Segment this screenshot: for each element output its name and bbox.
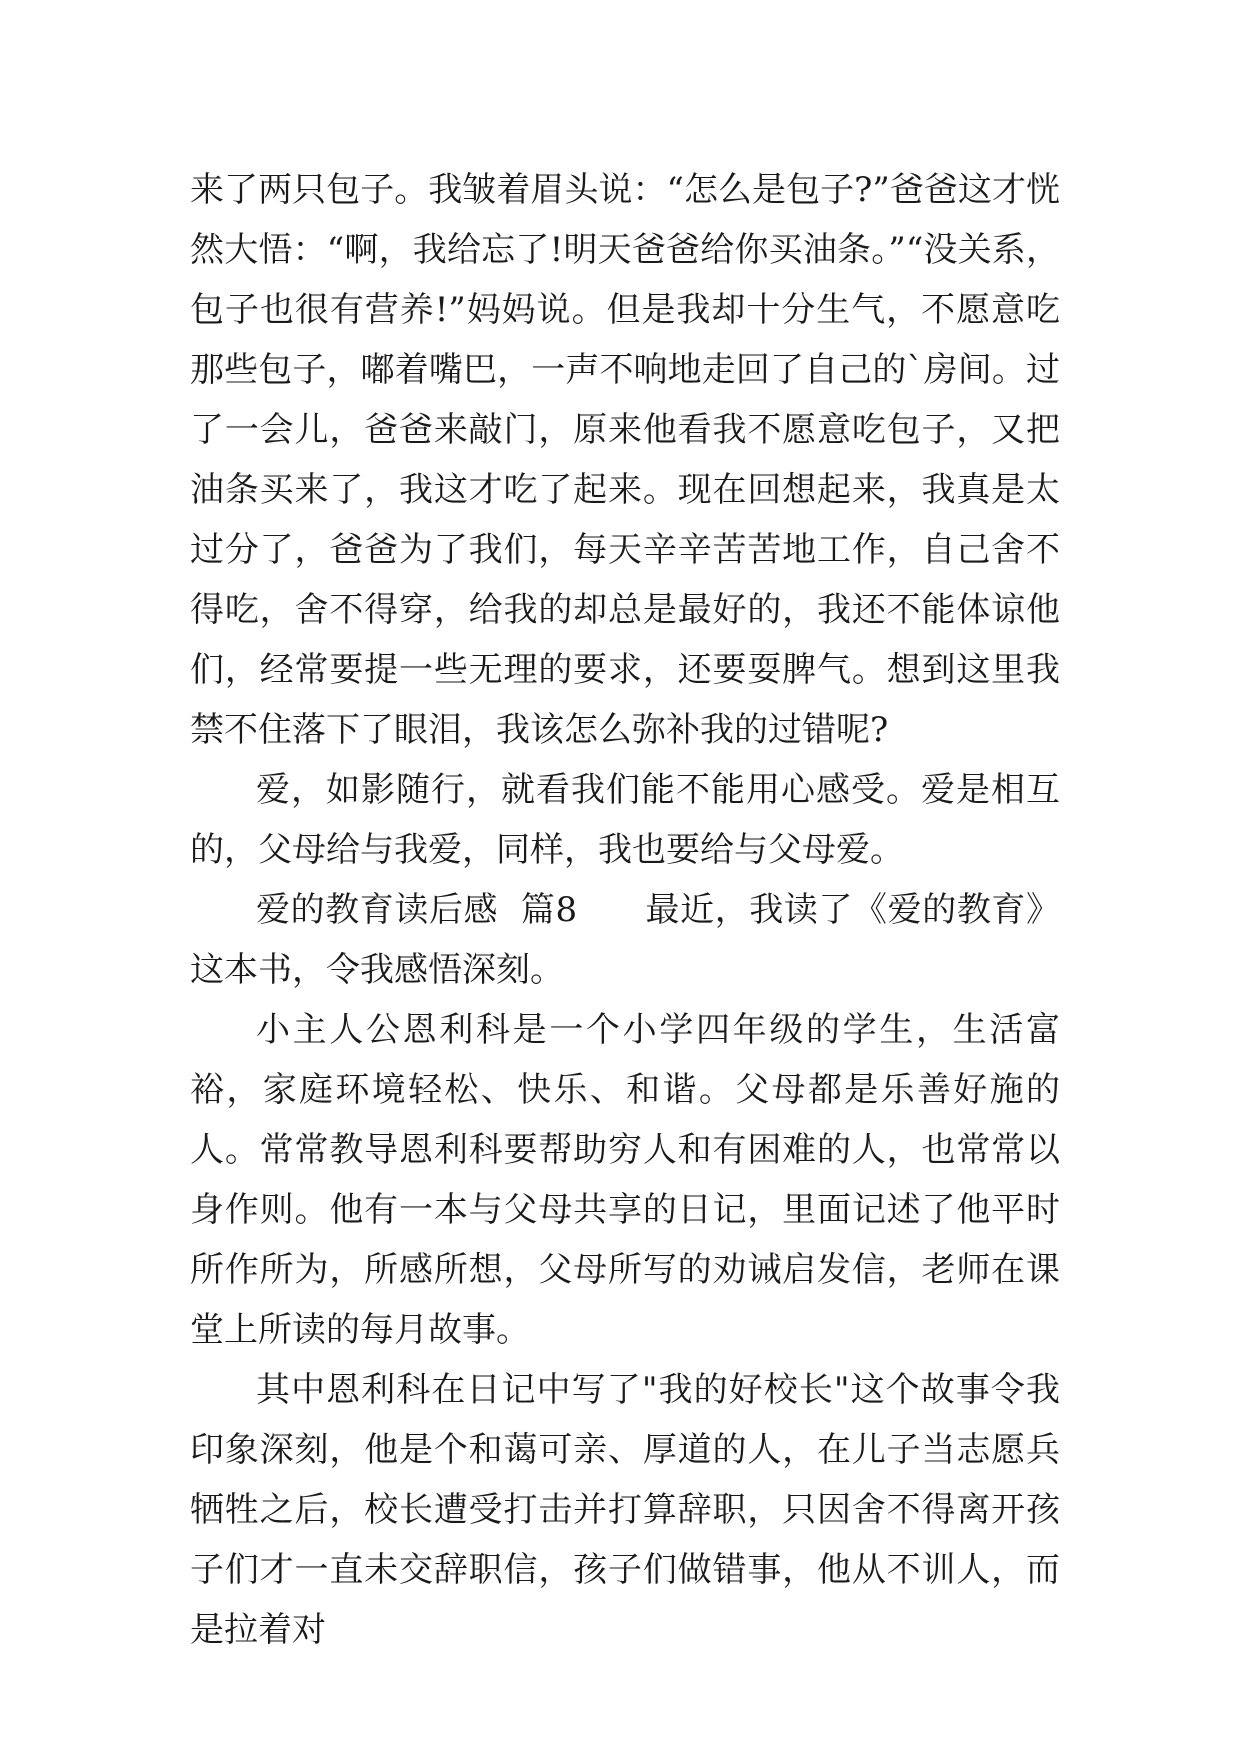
paragraph-1-text: 来了两只包子。我皱着眉头说：“怎么是包子?”爸爸这才恍然大悟：“啊，我给忘了!明天爸爸给你买油条。”“没关系，包子也很有营养!”妈妈说。但是我却十分生气，不愿意吃那些包子，嘟着嘴巴，一声不响地走回了自己的`房间。过了一会儿，爸爸来敲门，原来他看我不愿意吃包子，又把油条买来了，我这才吃了起来。现在回想起来，我真是太过分了，爸爸为了我们，每天辛辛苦苦地工作，自己舍不得吃，舍不得穿，给我的却总是最好的，我还不能体谅他们，经常要提一些无理的要求，还要耍脾气。想到这里我禁不住落下了眼泪，我该怎么弥补我的过错呢?	[190, 170, 1060, 750]
section-heading: 爱的教育读后感 篇8	[256, 890, 578, 930]
paragraph-4-text: 小主人公恩利科是一个小学四年级的学生，生活富裕，家庭环境轻松、快乐、和谐。父母都是乐善好施的人。常常教导恩利科要帮助穷人和有困难的人，也常常以身作则。他有一本与父母共享的日记，里面记述了他平时所作所为，所感所想，父母所写的劝诫启发信，老师在课堂上所读的每月故事。	[190, 1010, 1060, 1350]
paragraph-2	[190, 760, 1060, 880]
paragraph-5-text: 其中恩利科在日记中写了"我的好校长"这个故事令我印象深刻，他是个和蔼可亲、厚道的人，在儿子当志愿兵牺牲之后，校长遭受打击并打算辞职，只因舍不得离开孩子们才一直未交辞职信，孩子们做错事，他从不训人，而是拉着对	[190, 1370, 1060, 1650]
document-body	[190, 160, 1060, 1660]
paragraph-1	[190, 160, 1060, 760]
paragraph-3	[190, 880, 1060, 1000]
heading-gap	[577, 890, 645, 930]
paragraph-2-text: 爱，如影随行，就看我们能不能用心感受。爱是相互的，父母给与我爱，同样，我也要给与父母爱。	[190, 770, 1060, 870]
paragraph-4	[190, 1000, 1060, 1360]
paragraph-5	[190, 1360, 1060, 1660]
paragraph-3-text: 最近，我读了《爱的教育》这本书，令我感悟深刻。	[190, 890, 1061, 990]
